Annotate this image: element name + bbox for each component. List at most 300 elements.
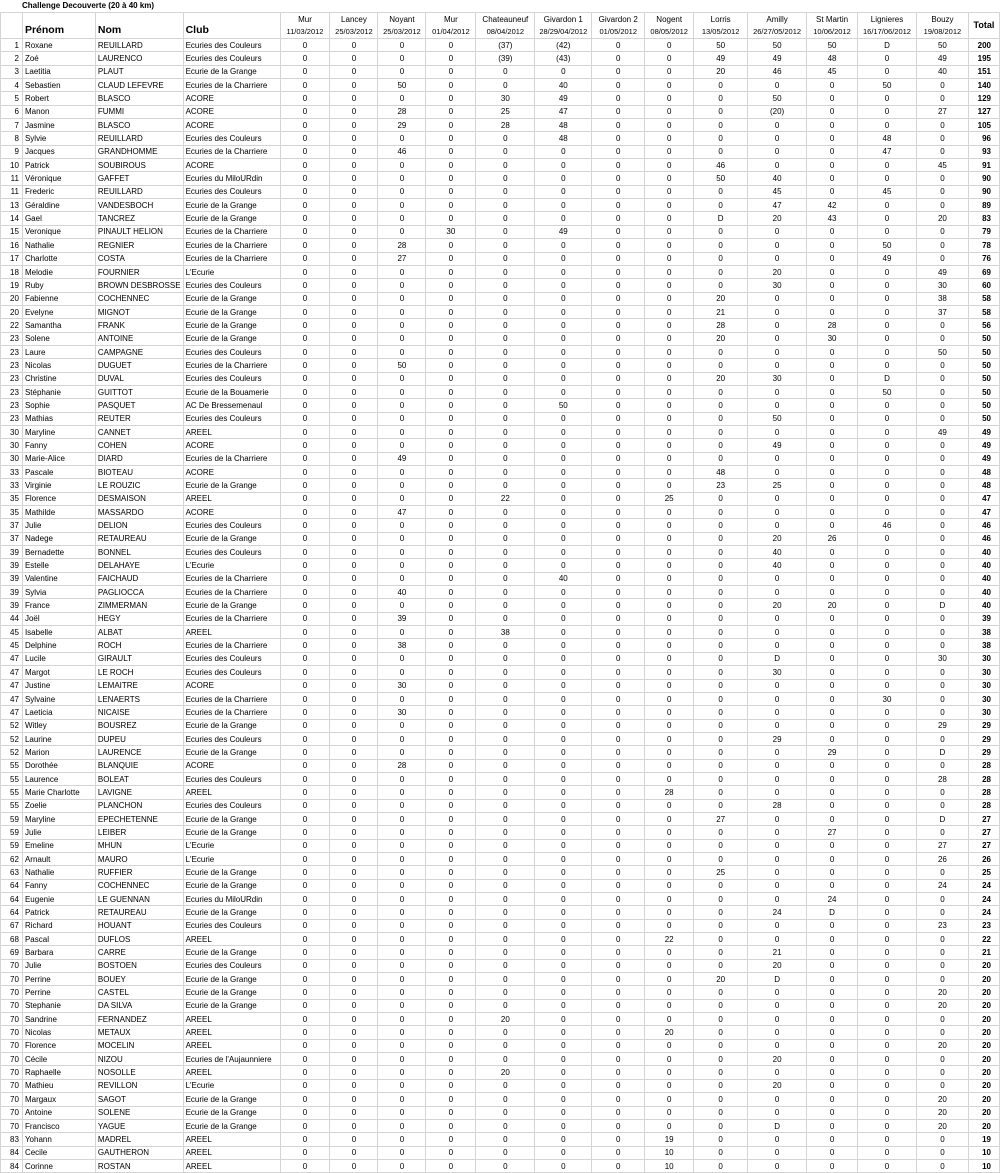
score-cell: 0 bbox=[280, 839, 330, 852]
score-cell: 0 bbox=[535, 652, 592, 665]
table-row bbox=[1, 706, 1000, 719]
score-cell: 0 bbox=[330, 345, 378, 358]
score-cell: 0 bbox=[476, 666, 535, 679]
total-cell: 90 bbox=[968, 172, 999, 185]
club-cell: Ecurie de la Grange bbox=[183, 479, 280, 492]
score-cell: 0 bbox=[916, 612, 968, 625]
score-cell: 0 bbox=[476, 519, 535, 532]
score-cell: 0 bbox=[645, 973, 694, 986]
score-cell: 0 bbox=[280, 959, 330, 972]
score-cell: 0 bbox=[807, 1159, 858, 1172]
score-cell: 0 bbox=[592, 812, 645, 825]
score-cell: 46 bbox=[694, 159, 748, 172]
score-cell: 30 bbox=[748, 279, 807, 292]
score-cell: 0 bbox=[476, 1106, 535, 1119]
nom-cell: DUGUET bbox=[95, 359, 183, 372]
score-cell: 50 bbox=[807, 39, 858, 52]
score-cell: 0 bbox=[645, 1106, 694, 1119]
score-cell: 0 bbox=[694, 626, 748, 639]
total-cell: 96 bbox=[968, 132, 999, 145]
rank-cell: 23 bbox=[1, 359, 23, 372]
prenom-cell: Patrick bbox=[22, 159, 95, 172]
rank-cell: 35 bbox=[1, 492, 23, 505]
score-cell: 0 bbox=[592, 1106, 645, 1119]
rank-cell: 20 bbox=[1, 292, 23, 305]
score-cell: 0 bbox=[807, 786, 858, 799]
rank-cell: 23 bbox=[1, 372, 23, 385]
score-cell: 0 bbox=[535, 1159, 592, 1172]
score-cell: 0 bbox=[280, 759, 330, 772]
score-cell: 0 bbox=[748, 1026, 807, 1039]
score-cell: 0 bbox=[592, 906, 645, 919]
score-cell: 0 bbox=[535, 385, 592, 398]
score-cell: 28 bbox=[378, 759, 426, 772]
score-cell: 0 bbox=[330, 786, 378, 799]
prenom-cell: Fanny bbox=[22, 879, 95, 892]
score-cell: 0 bbox=[426, 879, 476, 892]
score-cell: 0 bbox=[280, 105, 330, 118]
score-cell: 0 bbox=[280, 65, 330, 78]
rank-cell: 23 bbox=[1, 385, 23, 398]
rank-cell: 13 bbox=[1, 199, 23, 212]
score-cell: 0 bbox=[378, 1159, 426, 1172]
total-cell: 30 bbox=[968, 679, 999, 692]
race-name: Lorris bbox=[694, 13, 748, 26]
total-cell: 30 bbox=[968, 666, 999, 679]
score-cell: 0 bbox=[378, 839, 426, 852]
table-row bbox=[1, 692, 1000, 705]
score-cell: 0 bbox=[280, 866, 330, 879]
score-cell: 0 bbox=[858, 986, 917, 999]
score-cell: 0 bbox=[330, 279, 378, 292]
score-cell: 0 bbox=[748, 893, 807, 906]
score-cell: 0 bbox=[535, 692, 592, 705]
score-cell: 0 bbox=[748, 772, 807, 785]
score-cell: 0 bbox=[807, 732, 858, 745]
club-cell: Ecuries de l'Aujaunniere bbox=[183, 1053, 280, 1066]
score-cell: 0 bbox=[858, 546, 917, 559]
score-cell: 0 bbox=[858, 973, 917, 986]
total-cell: 89 bbox=[968, 199, 999, 212]
score-cell: 0 bbox=[476, 372, 535, 385]
score-cell: 0 bbox=[916, 732, 968, 745]
total-cell: 50 bbox=[968, 372, 999, 385]
rank-cell: 70 bbox=[1, 1106, 23, 1119]
score-cell: 0 bbox=[426, 265, 476, 278]
score-cell: 0 bbox=[858, 799, 917, 812]
prenom-cell: Nathalie bbox=[22, 866, 95, 879]
score-cell: D bbox=[748, 1119, 807, 1132]
nom-cell: FUMMI bbox=[95, 105, 183, 118]
score-cell: 0 bbox=[748, 292, 807, 305]
nom-cell: BLASCO bbox=[95, 119, 183, 132]
score-cell: 0 bbox=[592, 159, 645, 172]
score-cell: 0 bbox=[694, 612, 748, 625]
score-cell: 0 bbox=[807, 119, 858, 132]
score-cell: 0 bbox=[858, 225, 917, 238]
rank-cell: 45 bbox=[1, 626, 23, 639]
score-cell: 0 bbox=[694, 1053, 748, 1066]
total-cell: 40 bbox=[968, 599, 999, 612]
score-cell: 0 bbox=[916, 359, 968, 372]
nom-cell: ANTOINE bbox=[95, 332, 183, 345]
prenom-cell: Nicolas bbox=[22, 359, 95, 372]
score-cell: 0 bbox=[645, 239, 694, 252]
score-cell: 0 bbox=[807, 1106, 858, 1119]
score-cell: 0 bbox=[694, 559, 748, 572]
score-cell: 0 bbox=[476, 1119, 535, 1132]
score-cell: 0 bbox=[280, 119, 330, 132]
score-cell: 0 bbox=[592, 772, 645, 785]
score-cell: 0 bbox=[592, 679, 645, 692]
score-cell: 0 bbox=[858, 639, 917, 652]
nom-cell: REUILLARD bbox=[95, 185, 183, 198]
score-cell: 27 bbox=[694, 812, 748, 825]
score-cell: 0 bbox=[694, 572, 748, 585]
score-cell: 49 bbox=[694, 52, 748, 65]
rank-cell: 23 bbox=[1, 332, 23, 345]
score-cell: 0 bbox=[858, 52, 917, 65]
nom-cell: GRANDHOMME bbox=[95, 145, 183, 158]
prenom-cell: Pascal bbox=[22, 933, 95, 946]
score-cell: 0 bbox=[645, 345, 694, 358]
score-cell: 0 bbox=[694, 532, 748, 545]
prenom-cell: Sylvie bbox=[22, 132, 95, 145]
prenom-cell: Ruby bbox=[22, 279, 95, 292]
table-row bbox=[1, 385, 1000, 398]
nom-cell: BONNEL bbox=[95, 546, 183, 559]
score-cell: 0 bbox=[378, 425, 426, 438]
table-row bbox=[1, 906, 1000, 919]
score-cell: 0 bbox=[426, 305, 476, 318]
score-cell: 0 bbox=[592, 372, 645, 385]
race-date: 08/05/2012 bbox=[645, 26, 694, 39]
total-cell: 195 bbox=[968, 52, 999, 65]
score-cell: 0 bbox=[858, 586, 917, 599]
score-cell: 0 bbox=[426, 39, 476, 52]
score-cell: 0 bbox=[858, 893, 917, 906]
score-cell: 0 bbox=[535, 372, 592, 385]
score-cell: 0 bbox=[645, 439, 694, 452]
rank-cell: 47 bbox=[1, 692, 23, 705]
total-cell: 20 bbox=[968, 1079, 999, 1092]
prenom-cell: Maryline bbox=[22, 425, 95, 438]
score-cell: 0 bbox=[426, 1159, 476, 1172]
score-cell: 0 bbox=[858, 626, 917, 639]
prenom-cell: Veronique bbox=[22, 225, 95, 238]
score-cell: 0 bbox=[858, 399, 917, 412]
score-cell: 0 bbox=[807, 546, 858, 559]
score-cell: D bbox=[916, 812, 968, 825]
rank-cell: 84 bbox=[1, 1159, 23, 1172]
table-row bbox=[1, 799, 1000, 812]
score-cell: 0 bbox=[330, 1159, 378, 1172]
score-cell: 0 bbox=[535, 519, 592, 532]
score-cell: 0 bbox=[535, 799, 592, 812]
score-cell: 0 bbox=[694, 759, 748, 772]
rank-cell: 70 bbox=[1, 1053, 23, 1066]
prenom-cell: Bernadette bbox=[22, 546, 95, 559]
rank-cell: 70 bbox=[1, 999, 23, 1012]
table-row bbox=[1, 425, 1000, 438]
score-cell: 0 bbox=[476, 159, 535, 172]
score-cell: 0 bbox=[916, 639, 968, 652]
total-cell: 24 bbox=[968, 893, 999, 906]
nom-cell: COSTA bbox=[95, 252, 183, 265]
score-cell: 0 bbox=[476, 919, 535, 932]
score-cell: 0 bbox=[694, 786, 748, 799]
score-cell: 0 bbox=[280, 439, 330, 452]
score-cell: 0 bbox=[476, 479, 535, 492]
score-cell: 0 bbox=[426, 385, 476, 398]
score-cell: 0 bbox=[535, 492, 592, 505]
score-cell: 0 bbox=[916, 692, 968, 705]
score-cell: 0 bbox=[748, 359, 807, 372]
score-cell: 0 bbox=[592, 105, 645, 118]
rank-cell: 3 bbox=[1, 65, 23, 78]
table-row bbox=[1, 719, 1000, 732]
score-cell: 0 bbox=[858, 105, 917, 118]
prenom-cell: Witley bbox=[22, 719, 95, 732]
rank-cell: 37 bbox=[1, 532, 23, 545]
score-cell: 0 bbox=[426, 666, 476, 679]
score-cell: 0 bbox=[858, 199, 917, 212]
score-cell: 0 bbox=[330, 199, 378, 212]
score-cell: (42) bbox=[535, 39, 592, 52]
score-cell: 0 bbox=[378, 1013, 426, 1026]
score-cell: 0 bbox=[916, 225, 968, 238]
table-row bbox=[1, 639, 1000, 652]
score-cell: 0 bbox=[426, 839, 476, 852]
score-cell: D bbox=[916, 746, 968, 759]
score-cell: 0 bbox=[535, 999, 592, 1012]
club-cell: Ecurie de la Grange bbox=[183, 906, 280, 919]
score-cell: 0 bbox=[280, 852, 330, 865]
score-cell: 43 bbox=[807, 212, 858, 225]
score-cell: 0 bbox=[807, 719, 858, 732]
rank-cell: 70 bbox=[1, 959, 23, 972]
table-row bbox=[1, 946, 1000, 959]
score-cell: 0 bbox=[535, 839, 592, 852]
prenom-cell: Cécile bbox=[22, 1053, 95, 1066]
score-cell: 0 bbox=[748, 826, 807, 839]
score-cell: 50 bbox=[748, 39, 807, 52]
score-cell: 0 bbox=[426, 692, 476, 705]
score-cell: 0 bbox=[476, 812, 535, 825]
club-cell: Ecurie de la Grange bbox=[183, 599, 280, 612]
score-cell: 0 bbox=[378, 492, 426, 505]
race-name: Amilly bbox=[748, 13, 807, 26]
score-cell: 0 bbox=[330, 305, 378, 318]
score-cell: 0 bbox=[592, 1093, 645, 1106]
score-cell: 0 bbox=[916, 399, 968, 412]
club-cell: Ecurie de la Grange bbox=[183, 65, 280, 78]
club-cell: L'Ecurie bbox=[183, 1079, 280, 1092]
score-cell: 0 bbox=[858, 959, 917, 972]
rank-cell: 23 bbox=[1, 412, 23, 425]
score-cell: 0 bbox=[476, 305, 535, 318]
score-cell: 0 bbox=[807, 839, 858, 852]
score-cell: 0 bbox=[592, 52, 645, 65]
score-cell: 0 bbox=[426, 1053, 476, 1066]
score-cell: 0 bbox=[645, 452, 694, 465]
rank-cell: 33 bbox=[1, 479, 23, 492]
table-row bbox=[1, 679, 1000, 692]
prenom-cell: France bbox=[22, 599, 95, 612]
score-cell: 0 bbox=[645, 1013, 694, 1026]
score-cell: 0 bbox=[330, 946, 378, 959]
race-date: 13/05/2012 bbox=[694, 26, 748, 39]
nom-cell: FERNANDEZ bbox=[95, 1013, 183, 1026]
score-cell: 0 bbox=[330, 265, 378, 278]
score-cell: 0 bbox=[694, 1013, 748, 1026]
score-cell: 0 bbox=[535, 746, 592, 759]
prenom-cell: Fanny bbox=[22, 439, 95, 452]
score-cell: 0 bbox=[916, 893, 968, 906]
total-cell: 24 bbox=[968, 879, 999, 892]
score-cell: 0 bbox=[378, 385, 426, 398]
score-cell: 0 bbox=[330, 119, 378, 132]
total-cell: 83 bbox=[968, 212, 999, 225]
nom-cell: PASQUET bbox=[95, 399, 183, 412]
rank-cell: 63 bbox=[1, 866, 23, 879]
score-cell: 28 bbox=[694, 319, 748, 332]
results-body bbox=[1, 39, 1000, 1173]
score-cell: 0 bbox=[280, 159, 330, 172]
score-cell: 38 bbox=[378, 639, 426, 652]
score-cell: 0 bbox=[916, 532, 968, 545]
score-cell: 0 bbox=[535, 893, 592, 906]
rank-cell: 11 bbox=[1, 185, 23, 198]
table-row bbox=[1, 252, 1000, 265]
score-cell: 0 bbox=[426, 466, 476, 479]
prenom-cell: Emeline bbox=[22, 839, 95, 852]
score-cell: 0 bbox=[378, 132, 426, 145]
score-cell: 0 bbox=[378, 212, 426, 225]
score-cell: 0 bbox=[535, 212, 592, 225]
score-cell: 20 bbox=[916, 986, 968, 999]
prenom-cell: Nicolas bbox=[22, 1026, 95, 1039]
score-cell: 0 bbox=[280, 466, 330, 479]
club-cell: Ecurie de la Grange bbox=[183, 332, 280, 345]
score-cell: 50 bbox=[748, 412, 807, 425]
table-row bbox=[1, 866, 1000, 879]
score-cell: 0 bbox=[476, 652, 535, 665]
nom-cell: DELAHAYE bbox=[95, 559, 183, 572]
prenom-cell: Margaux bbox=[22, 1093, 95, 1106]
score-cell: 0 bbox=[694, 1159, 748, 1172]
club-cell: Ecuries des Couleurs bbox=[183, 345, 280, 358]
score-cell: 0 bbox=[645, 65, 694, 78]
table-row bbox=[1, 1106, 1000, 1119]
total-cell: 20 bbox=[968, 959, 999, 972]
nom-cell: PAGLIOCCA bbox=[95, 586, 183, 599]
total-cell: 28 bbox=[968, 772, 999, 785]
score-cell: 0 bbox=[645, 852, 694, 865]
score-cell: 0 bbox=[426, 946, 476, 959]
club-cell: Ecuries de la Charriere bbox=[183, 252, 280, 265]
score-cell: 0 bbox=[694, 999, 748, 1012]
nom-cell: BLASCO bbox=[95, 92, 183, 105]
score-cell: 0 bbox=[426, 799, 476, 812]
score-cell: 0 bbox=[858, 812, 917, 825]
score-cell: 0 bbox=[330, 1146, 378, 1159]
prenom-cell: Sebastien bbox=[22, 79, 95, 92]
total-cell: 29 bbox=[968, 732, 999, 745]
club-cell: ACORE bbox=[183, 439, 280, 452]
total-cell: 50 bbox=[968, 412, 999, 425]
score-cell: 0 bbox=[807, 252, 858, 265]
score-cell: 0 bbox=[645, 893, 694, 906]
score-cell: 0 bbox=[645, 639, 694, 652]
score-cell: D bbox=[858, 372, 917, 385]
score-cell: 20 bbox=[807, 599, 858, 612]
prenom-cell: Valentine bbox=[22, 572, 95, 585]
total-cell: 60 bbox=[968, 279, 999, 292]
score-cell: 0 bbox=[426, 439, 476, 452]
score-cell: 28 bbox=[476, 119, 535, 132]
score-cell: 0 bbox=[858, 746, 917, 759]
score-cell: 0 bbox=[858, 65, 917, 78]
score-cell: 0 bbox=[916, 172, 968, 185]
race-date: 25/03/2012 bbox=[330, 26, 378, 39]
score-cell: 0 bbox=[535, 532, 592, 545]
score-cell: 0 bbox=[645, 212, 694, 225]
score-cell: 0 bbox=[535, 679, 592, 692]
score-cell: 48 bbox=[535, 119, 592, 132]
race-name: St Martin bbox=[807, 13, 858, 26]
score-cell: 0 bbox=[330, 332, 378, 345]
score-cell: 0 bbox=[330, 492, 378, 505]
score-cell: 0 bbox=[645, 332, 694, 345]
prenom-cell: Perrine bbox=[22, 973, 95, 986]
score-cell: 0 bbox=[426, 506, 476, 519]
score-cell: 50 bbox=[858, 239, 917, 252]
score-cell: 0 bbox=[330, 959, 378, 972]
score-cell: 0 bbox=[592, 786, 645, 799]
nom-cell: BOUEY bbox=[95, 973, 183, 986]
score-cell: 0 bbox=[476, 786, 535, 799]
score-cell: (37) bbox=[476, 39, 535, 52]
total-cell: 69 bbox=[968, 265, 999, 278]
club-cell: Ecuries de la Charriere bbox=[183, 359, 280, 372]
score-cell: 0 bbox=[592, 1053, 645, 1066]
score-cell: 0 bbox=[592, 279, 645, 292]
score-cell: 0 bbox=[280, 132, 330, 145]
club-cell: ACORE bbox=[183, 759, 280, 772]
score-cell: 0 bbox=[535, 1053, 592, 1066]
score-cell: 0 bbox=[694, 839, 748, 852]
total-cell: 24 bbox=[968, 906, 999, 919]
score-cell: 0 bbox=[748, 639, 807, 652]
score-cell: 0 bbox=[476, 185, 535, 198]
score-cell: 0 bbox=[694, 919, 748, 932]
score-cell: 49 bbox=[916, 52, 968, 65]
score-cell: 20 bbox=[748, 1079, 807, 1092]
total-cell: 27 bbox=[968, 826, 999, 839]
score-cell: 0 bbox=[476, 639, 535, 652]
table-row bbox=[1, 265, 1000, 278]
score-cell: 0 bbox=[280, 1013, 330, 1026]
score-cell: 0 bbox=[535, 866, 592, 879]
score-cell: 0 bbox=[858, 119, 917, 132]
score-cell: 0 bbox=[330, 319, 378, 332]
score-cell: 0 bbox=[330, 1013, 378, 1026]
prenom-cell: Dorothée bbox=[22, 759, 95, 772]
score-cell: 0 bbox=[378, 1106, 426, 1119]
score-cell: 0 bbox=[592, 479, 645, 492]
table-row bbox=[1, 612, 1000, 625]
